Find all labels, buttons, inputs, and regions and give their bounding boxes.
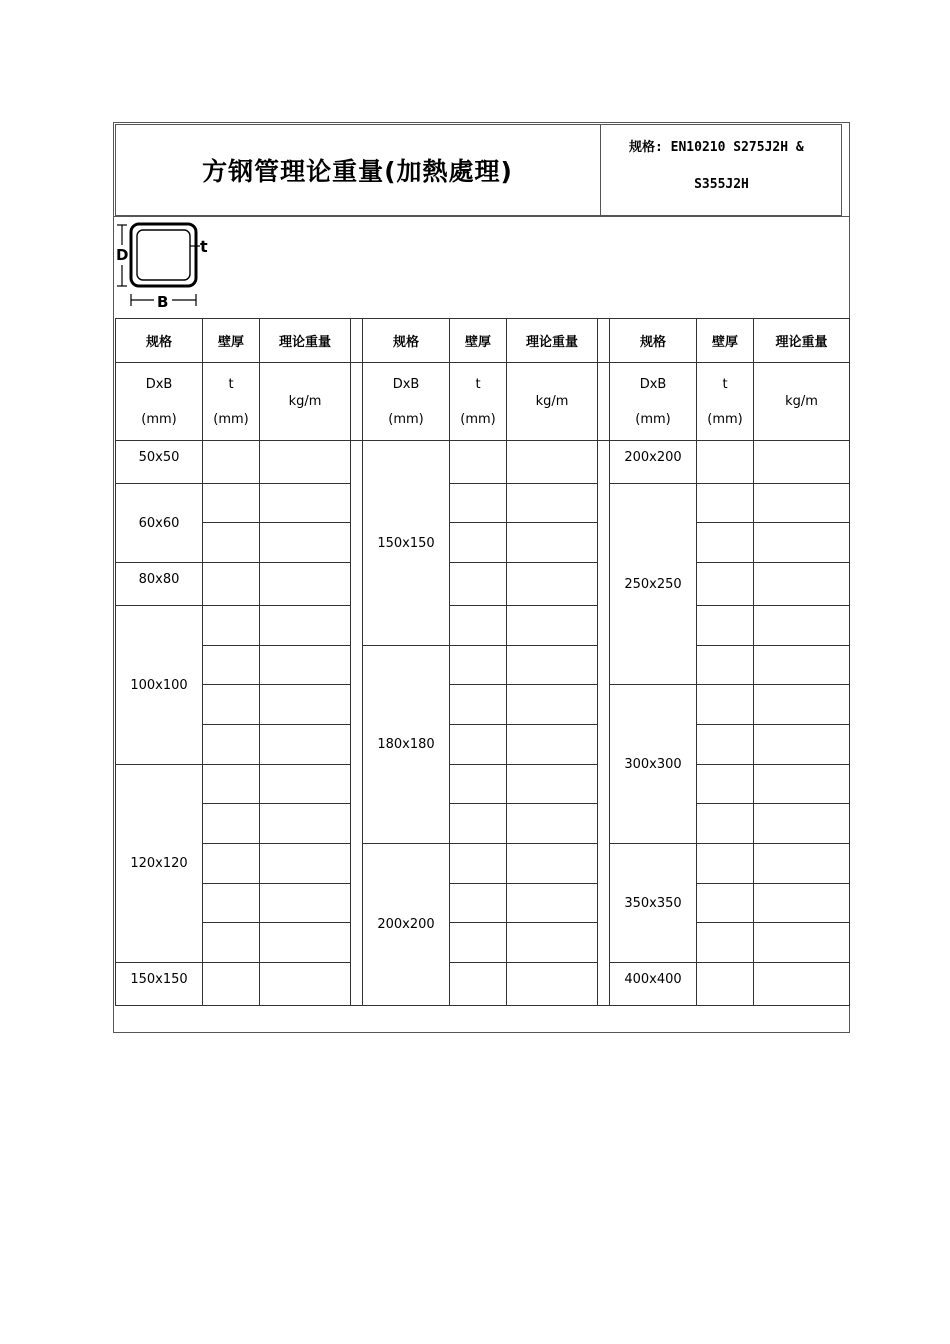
weight-cell — [260, 685, 351, 725]
table-row — [116, 685, 850, 725]
weight-cell — [507, 963, 598, 1006]
weight-cell — [754, 725, 850, 765]
unit-t-3: t (mm) — [697, 363, 754, 441]
table-row — [116, 725, 850, 765]
thickness-cell — [450, 725, 507, 765]
thickness-cell — [450, 523, 507, 563]
unit-dxb-1: DxB (mm) — [116, 363, 203, 441]
thickness-cell — [450, 923, 507, 963]
thickness-cell — [203, 646, 260, 685]
thickness-cell — [203, 523, 260, 563]
thickness-cell — [697, 484, 754, 523]
weight-cell — [507, 765, 598, 804]
spec-cell: 100x100 — [116, 606, 203, 765]
header-spec-2: 规格 — [363, 319, 450, 363]
header-spec-1: 规格 — [116, 319, 203, 363]
thickness-cell — [450, 685, 507, 725]
column-gap — [351, 363, 363, 441]
weight-cell — [260, 563, 351, 606]
table-row — [116, 606, 850, 646]
column-gap — [598, 319, 610, 363]
weight-cell — [754, 523, 850, 563]
spec-cell: 300x300 — [610, 685, 697, 844]
weight-cell — [507, 804, 598, 844]
square-tube-diagram-icon — [114, 220, 214, 312]
thickness-cell — [450, 563, 507, 606]
spec-cell: 200x200 — [610, 441, 697, 484]
table-row — [116, 884, 850, 923]
thickness-cell — [697, 963, 754, 1006]
unit-t-2: t (mm) — [450, 363, 507, 441]
weight-cell — [754, 441, 850, 484]
thickness-cell — [203, 923, 260, 963]
thickness-cell — [203, 963, 260, 1006]
unit-kgm-2: kg/m — [507, 363, 598, 441]
thickness-cell — [203, 804, 260, 844]
thickness-cell — [203, 725, 260, 765]
spec-cell: 80x80 — [116, 563, 203, 606]
diagram-label-b: B — [157, 293, 169, 311]
table-header-row — [116, 319, 850, 363]
thickness-cell — [203, 884, 260, 923]
table-row — [116, 923, 850, 963]
spec-label — [601, 124, 842, 216]
spec-cell: 250x250 — [610, 484, 697, 685]
unit-kgm-3: kg/m — [754, 363, 850, 441]
thickness-cell — [697, 563, 754, 606]
thickness-cell — [450, 884, 507, 923]
weight-cell — [754, 884, 850, 923]
table-row — [116, 804, 850, 844]
weight-cell — [260, 963, 351, 1006]
spec-cell: 50x50 — [116, 441, 203, 484]
thickness-cell — [450, 606, 507, 646]
thickness-cell — [697, 923, 754, 963]
weight-cell — [754, 765, 850, 804]
header-thickness-1: 壁厚 — [203, 319, 260, 363]
spec-cell: 400x400 — [610, 963, 697, 1006]
weight-cell — [260, 646, 351, 685]
spec-cell: 60x60 — [116, 484, 203, 563]
unit-t-1: t (mm) — [203, 363, 260, 441]
unit-kgm-1: kg/m — [260, 363, 351, 441]
spec-cell: 350x350 — [610, 844, 697, 963]
thickness-cell — [697, 804, 754, 844]
table-row — [116, 523, 850, 563]
page-title: 方钢管理论重量(加熱處理) — [202, 157, 513, 186]
weight-cell — [260, 484, 351, 523]
thickness-cell — [450, 804, 507, 844]
column-gap — [598, 363, 610, 441]
spec-line-2: S355J2H — [694, 177, 749, 192]
weight-cell — [507, 646, 598, 685]
unit-dxb-3: DxB (mm) — [610, 363, 697, 441]
weight-table — [115, 318, 850, 1006]
header-separator — [113, 216, 850, 217]
weight-cell — [260, 523, 351, 563]
thickness-cell — [450, 963, 507, 1006]
thickness-cell — [450, 441, 507, 484]
weight-cell — [754, 484, 850, 523]
table-row — [116, 441, 850, 484]
weight-cell — [260, 804, 351, 844]
weight-cell — [260, 606, 351, 646]
diagram-label-t: t — [200, 237, 208, 256]
thickness-cell — [697, 606, 754, 646]
thickness-cell — [697, 725, 754, 765]
thickness-cell — [697, 441, 754, 484]
table-row — [116, 963, 850, 1006]
unit-dxb-2: DxB (mm) — [363, 363, 450, 441]
weight-cell — [507, 606, 598, 646]
weight-cell — [260, 844, 351, 884]
weight-cell — [754, 646, 850, 685]
weight-cell — [507, 884, 598, 923]
thickness-cell — [203, 606, 260, 646]
table-row — [116, 646, 850, 685]
spec-cell: 200x200 — [363, 844, 450, 1006]
weight-cell — [754, 923, 850, 963]
weight-cell — [260, 923, 351, 963]
weight-cell — [507, 923, 598, 963]
weight-cell — [507, 563, 598, 606]
thickness-cell — [450, 844, 507, 884]
thickness-cell — [450, 484, 507, 523]
weight-cell — [754, 685, 850, 725]
thickness-cell — [697, 523, 754, 563]
weight-cell — [507, 725, 598, 765]
weight-cell — [507, 523, 598, 563]
weight-cell — [754, 804, 850, 844]
weight-cell — [754, 963, 850, 1006]
weight-cell — [260, 765, 351, 804]
spec-cell: 150x150 — [363, 441, 450, 646]
thickness-cell — [697, 844, 754, 884]
header-spec-3: 规格 — [610, 319, 697, 363]
header-thickness-3: 壁厚 — [697, 319, 754, 363]
weight-cell — [754, 844, 850, 884]
thickness-cell — [203, 844, 260, 884]
thickness-cell — [697, 884, 754, 923]
thickness-cell — [697, 646, 754, 685]
header-thickness-2: 壁厚 — [450, 319, 507, 363]
weight-cell — [754, 606, 850, 646]
weight-cell — [260, 725, 351, 765]
thickness-cell — [450, 765, 507, 804]
weight-cell — [507, 685, 598, 725]
spec-line-1: 规格: EN10210 S275J2H & — [629, 140, 804, 155]
thickness-cell — [203, 765, 260, 804]
weight-cell — [754, 563, 850, 606]
header-weight-3: 理论重量 — [754, 319, 850, 363]
thickness-cell — [203, 484, 260, 523]
header-weight-2: 理论重量 — [507, 319, 598, 363]
thickness-cell — [697, 765, 754, 804]
table-row — [116, 844, 850, 884]
spec-cell: 150x150 — [116, 963, 203, 1006]
thickness-cell — [450, 646, 507, 685]
spec-cell: 180x180 — [363, 646, 450, 844]
thickness-cell — [697, 685, 754, 725]
table-row — [116, 484, 850, 523]
thickness-cell — [203, 685, 260, 725]
column-gap — [351, 441, 363, 1006]
column-gap — [598, 441, 610, 1006]
table-row — [116, 765, 850, 804]
table-row — [116, 563, 850, 606]
weight-cell — [260, 884, 351, 923]
weight-cell — [507, 844, 598, 884]
header-weight-1: 理论重量 — [260, 319, 351, 363]
weight-cell — [507, 484, 598, 523]
weight-cell — [507, 441, 598, 484]
weight-cell — [260, 441, 351, 484]
table-unit-row — [116, 363, 850, 441]
thickness-cell — [203, 563, 260, 606]
diagram-label-d: D — [116, 246, 129, 264]
thickness-cell — [203, 441, 260, 484]
spec-cell: 120x120 — [116, 765, 203, 963]
column-gap — [351, 319, 363, 363]
